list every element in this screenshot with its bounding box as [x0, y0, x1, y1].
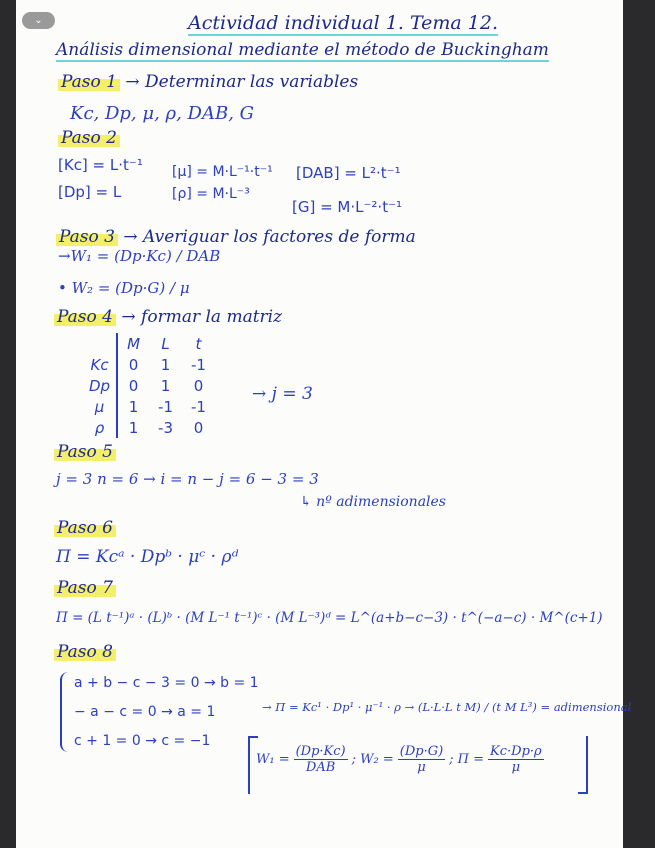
- dimensional-matrix: [80, 333, 215, 438]
- dim-rho: [ρ] = M·L⁻³: [172, 186, 250, 202]
- matrix-corner: [80, 333, 117, 354]
- matrix-row: [80, 396, 215, 417]
- w2-label: ; W₂ =: [351, 752, 394, 767]
- matrix-cell: 1: [160, 376, 171, 395]
- variables-list: Kc, Dp, μ, ρ, DAB, G: [70, 103, 255, 124]
- matrix-row: [80, 417, 215, 438]
- matrix-cell: 1: [128, 418, 139, 437]
- matrix-row-label: Kc: [80, 354, 117, 375]
- pi-equation: Π = Kcᵃ · Dpᵇ · μᶜ · ρᵈ: [56, 547, 239, 567]
- system-eq-1: a + b − c − 3 = 0 → b = 1: [74, 675, 259, 691]
- matrix-col-l: L: [161, 334, 170, 353]
- matrix-cell: -1: [158, 397, 173, 416]
- matrix-cell: 0: [193, 418, 204, 437]
- menu-button[interactable]: [22, 12, 55, 29]
- matrix-header-row: [80, 333, 215, 354]
- w1-fraction: [294, 744, 348, 775]
- w1-label: W₁ =: [256, 752, 290, 767]
- dim-kc: [Kc] = L·t⁻¹: [58, 156, 143, 174]
- pi-denominator: μ: [511, 760, 521, 775]
- step-5-note: ↳ nº adimensionales: [300, 494, 446, 510]
- matrix-row-label: Dp: [80, 375, 117, 396]
- step-8-result: → Π = Kc¹ · Dp¹ · μ⁻¹ · ρ → (L·L·L t M) / (t M L³) = adimensional: [262, 700, 632, 714]
- matrix-cell: 0: [128, 376, 139, 395]
- matrix-row: [80, 375, 215, 396]
- step-1: Paso 1 → Determinar las variables: [58, 72, 358, 92]
- w2-numerator: (Dp·G): [399, 744, 444, 759]
- w2-denominator: μ: [417, 760, 426, 775]
- step-7-equation: Π = (L t⁻¹)ᵃ · (L)ᵇ · (M L⁻¹ t⁻¹)ᶜ · (M L⁻³)ᵈ = L^(a+b−c−3) · t^(−a−c) · M^(c+1): [56, 610, 603, 626]
- step-6: Paso 6: [54, 518, 116, 538]
- matrix-cell: -1: [191, 355, 206, 374]
- dim-mu: [μ] = M·L⁻¹·t⁻¹: [172, 164, 273, 180]
- w1-numerator: (Dp·Kc): [295, 744, 346, 759]
- step-8: Paso 8: [54, 642, 116, 662]
- dim-g: [G] = M·L⁻²·t⁻¹: [292, 198, 403, 216]
- step-5: Paso 5: [54, 442, 116, 462]
- matrix-col-m: M: [127, 334, 141, 353]
- page-subtitle: Análisis dimensional mediante el método de Buckingham: [56, 40, 549, 60]
- pi-fraction: [488, 744, 544, 775]
- pi-label: ; Π =: [449, 752, 485, 767]
- left-margin-bar: [0, 0, 16, 848]
- matrix-cell: 0: [128, 355, 139, 374]
- system-brace: [60, 672, 72, 752]
- matrix-row-label: ρ: [80, 417, 117, 438]
- matrix-col-t: t: [195, 334, 202, 353]
- w1-denominator: DAB: [305, 760, 336, 775]
- matrix-row: [80, 354, 215, 375]
- dim-dab: [DAB] = L²·t⁻¹: [296, 164, 401, 182]
- step-4: Paso 4 → formar la matriz: [54, 307, 282, 327]
- matrix-cell: -1: [191, 397, 206, 416]
- pi-numerator: Kc·Dp·ρ: [490, 744, 542, 759]
- right-margin-bar: [639, 0, 655, 848]
- step-2: Paso 2: [58, 128, 120, 148]
- matrix-cell: 1: [160, 355, 171, 374]
- system-eq-3: c + 1 = 0 → c = −1: [74, 733, 211, 749]
- final-results: [256, 744, 544, 775]
- page-title: Actividad individual 1. Tema 12.: [188, 12, 498, 34]
- step-7: Paso 7: [54, 578, 116, 598]
- matrix-row-label: μ: [80, 396, 117, 417]
- system-eq-2: − a − c = 0 → a = 1: [74, 704, 216, 720]
- matrix-cell: -3: [158, 418, 173, 437]
- step-3: Paso 3 → Averiguar los factores de forma: [56, 227, 416, 247]
- dim-dp: [Dp] = L: [58, 183, 122, 201]
- w1-definition: →W₁ = (Dp·Kc) / DAB: [58, 247, 221, 265]
- w2-definition: • W₂ = (Dp·G) / μ: [58, 279, 190, 297]
- matrix-cell: 1: [128, 397, 139, 416]
- j-result: → j = 3: [252, 384, 313, 404]
- matrix-cell: 0: [193, 376, 204, 395]
- step-5-equation: j = 3 n = 6 → i = n − j = 6 − 3 = 3: [56, 470, 319, 488]
- w2-fraction: [398, 744, 445, 775]
- chevron-down-icon: ⌄: [34, 15, 43, 26]
